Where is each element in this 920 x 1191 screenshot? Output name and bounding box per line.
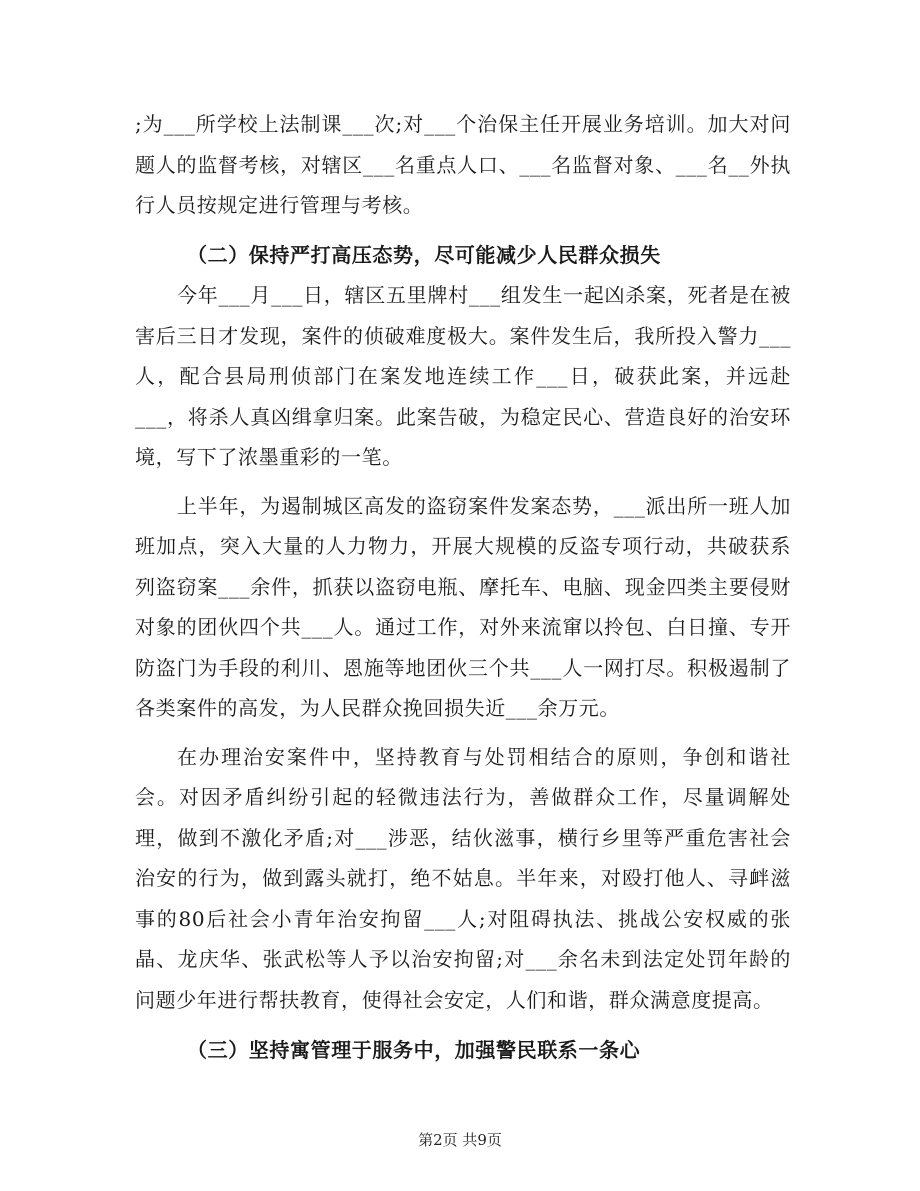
paragraph-theft-campaign: 上半年，为遏制城区高发的盗窃案件发案态势，___派出所一班人加班加点，突入大量的人力物力，开展大规模的反盗专项行动，共破获系列盗窃案___余件，抓获以盗窃电瓶、摩托车、电脑、现金四类主要侵财对象的团伙四个共___人。通过工作，对外来流窜以拎包、白日撞、专开防盗门为手段的利川、恩施等地团伙三个共___人一网打尽。积极遏制了各类案件的高发，为人民群众挽回损失近___余万元。 [135,493,791,720]
paragraph-homicide-case: 今年___月___日，辖区五里牌村___组发生一起凶杀案，死者是在被害后三日才发现，案件的侦破难度极大。案件发生后，我所投入警力___人，配合县局刑侦部门在案发地连续工作___日，破获此案，并远赴___，将杀人真凶缉拿归案。此案告破，为稳定民心、营造良好的治安环境，写下了浓墨重彩的一笔。 [135,283,791,469]
section-heading-three: （三）坚持寓管理于服务中，加强警民联系一条心 [187,1038,641,1062]
paragraph-public-order-cases: 在办理治安案件中，坚持教育与处罚相结合的原则，争创和谐社会。对因矛盾纠纷引起的轻微违法行为，善做群众工作，尽量调解处理，做到不激化矛盾;对___涉恶，结伙滋事，横行乡里等严重危害社会治安的行为，做到露头就打，绝不姑息。半年来，对殴打他人、寻衅滋事的80后社会小青年治安拘留___人;对阻碍执法、挑战公安权威的张晶、龙庆华、张武松等人予以治安拘留;对___余名未到法定处罚年龄的问题少年进行帮扶教育，使得社会安定，人们和谐，群众满意度提高。 [135,744,791,1012]
section-heading-two: （二）保持严打高压态势，尽可能减少人民群众损失 [187,242,661,267]
document-body [135,104,791,1071]
paragraph-training: ;为___所学校上法制课___次;对___个治保主任开展业务培训。加大对问题人的监督考核，对辖区___名重点人口、___名监督对象、___名__外执行人员按规定进行管理与考核。 [135,112,791,217]
page-number-footer: 第2页 共9页 [418,1131,502,1149]
